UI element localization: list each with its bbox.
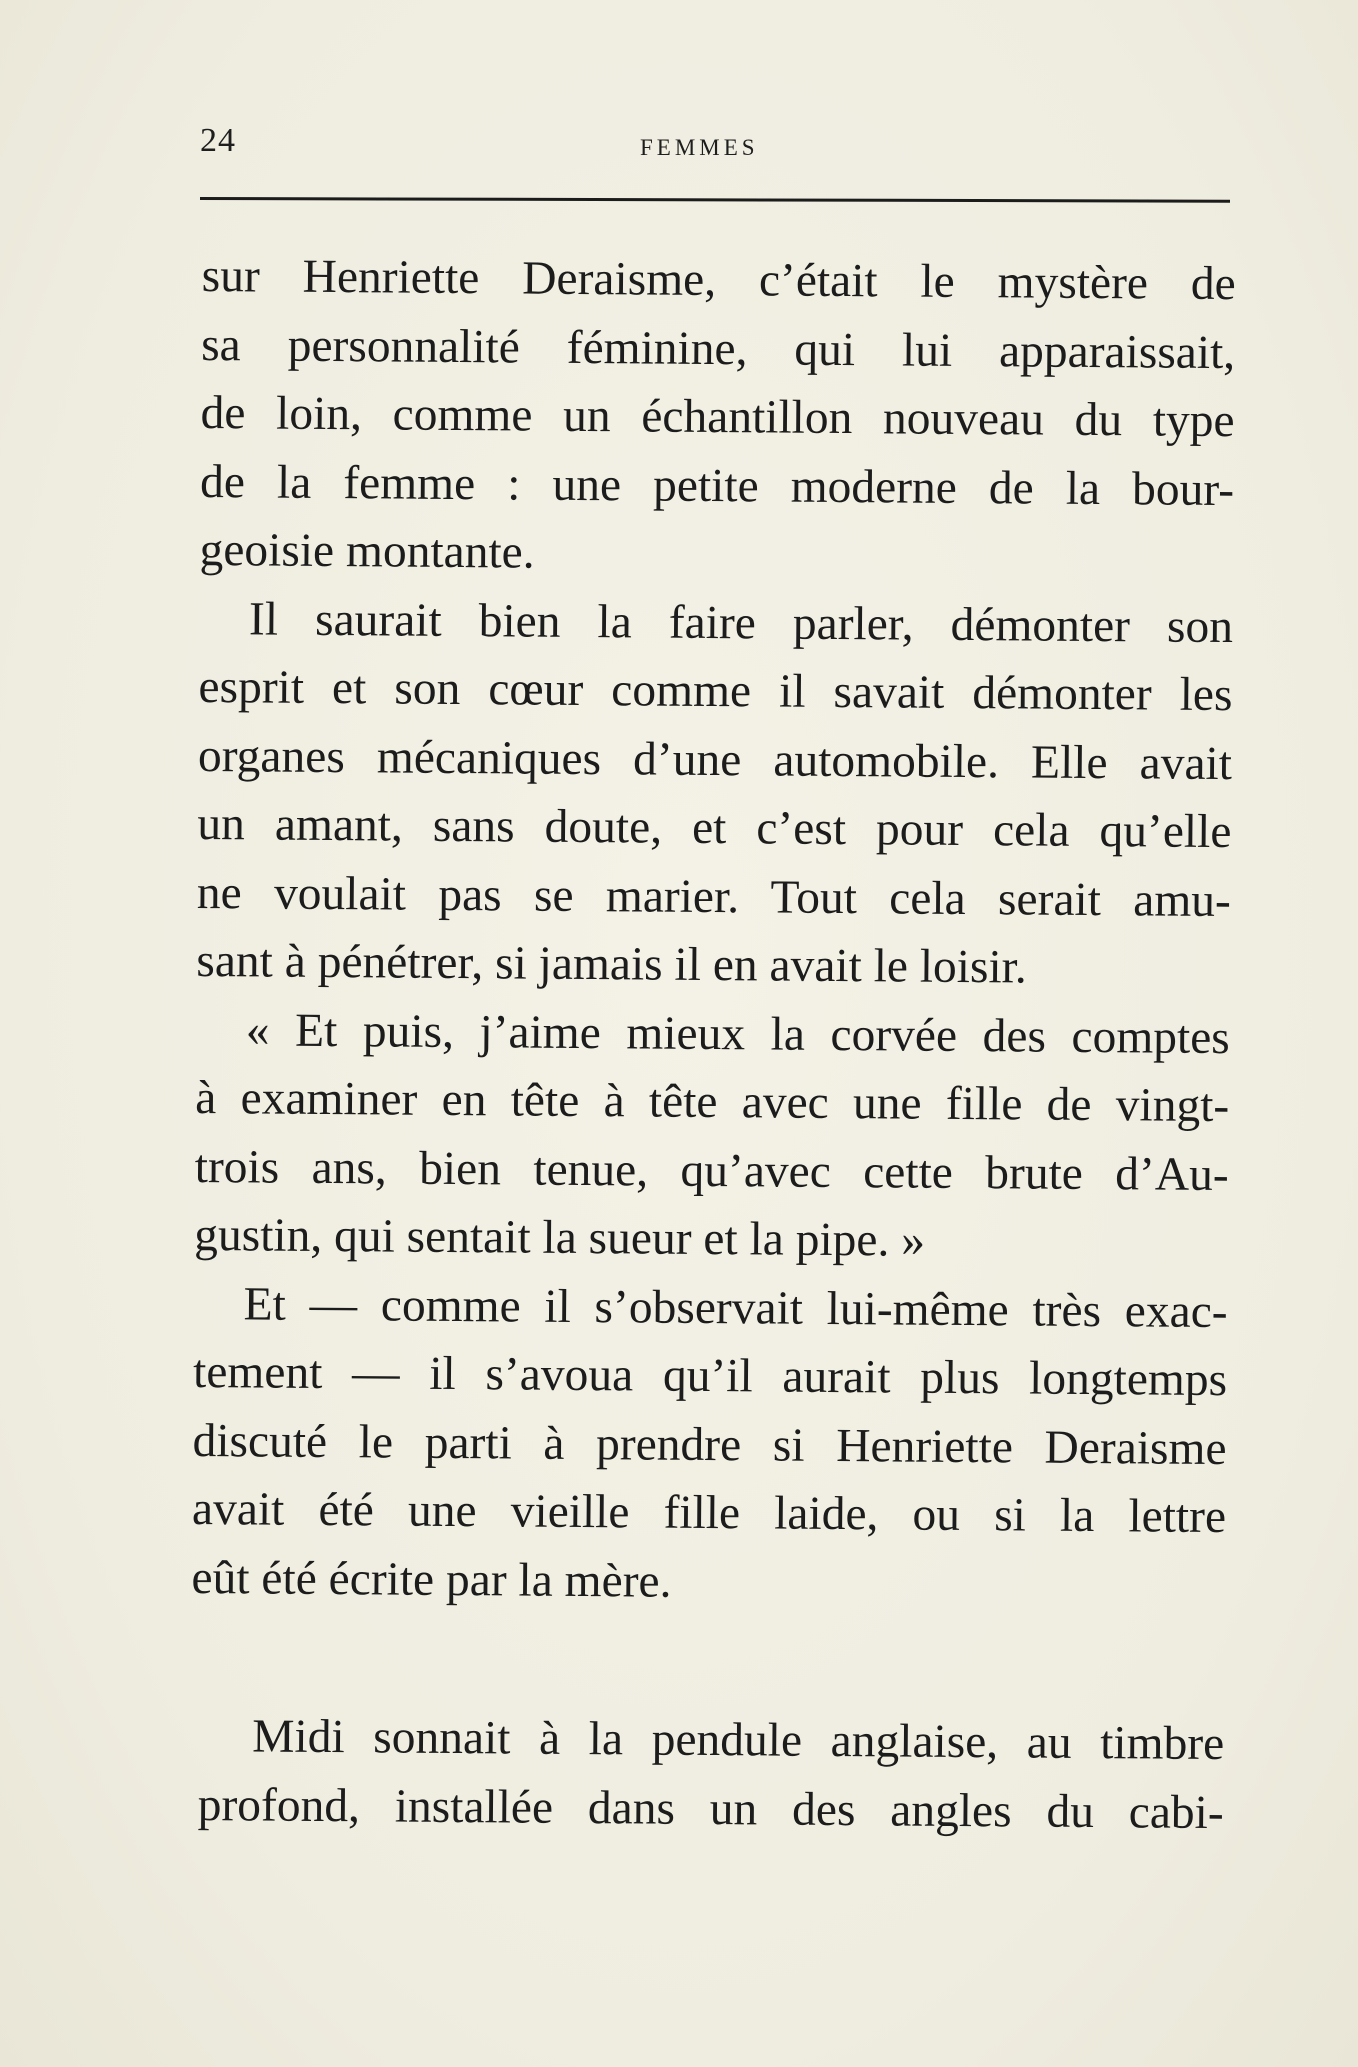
paragraph-3 — [194, 995, 1230, 1277]
page-number: 24 — [200, 122, 236, 159]
text-line: de loin, comme un échantillon nouveau du type — [200, 386, 1235, 448]
text-line: esprit et son cœur comme il savait démonter les — [198, 660, 1233, 722]
text-line: Il saurait bien la faire parler, démonter son — [248, 592, 1234, 653]
paragraph-4 — [191, 1269, 1228, 1620]
text-line: sa personnalité féminine, qui lui apparaissait, — [200, 318, 1236, 379]
text-line: tement — il s’avoua qu’il aurait plus longtemps — [192, 1345, 1228, 1407]
text-line: un amant, sans doute, et c’est pour cela qu’elle — [197, 797, 1232, 859]
text-line: discuté le parti à prendre si Henriette Deraisme — [192, 1414, 1227, 1475]
text-line: Et — comme il s’observait lui-même très exac- — [243, 1277, 1228, 1338]
header-rule — [200, 197, 1230, 203]
text-line: profond, installée dans un des angles du cabi- — [197, 1778, 1224, 1839]
paragraph-5 — [189, 1702, 1224, 1847]
section-break — [191, 1612, 1226, 1710]
text-line: organes mécaniques d’une automobile. Elle avait — [197, 729, 1233, 790]
text-line: de la femme : une petite moderne de la bour- — [199, 455, 1235, 516]
text-line: Midi sonnait à la pendule anglaise, au timbre — [252, 1710, 1225, 1771]
text-line: eût été écrite par la mère. — [191, 1551, 672, 1608]
text-line: sant à pénétrer, si jamais il en avait le loisir. — [196, 934, 1027, 994]
text-line: « Et puis, j’aime mieux la corvée des comptes — [245, 1003, 1230, 1064]
text-line: à examiner en tête à tête avec une fille de vingt- — [195, 1071, 1230, 1133]
paragraph-2 — [196, 584, 1233, 1003]
running-title: FEMMES — [640, 135, 759, 160]
text-line: trois ans, bien tenue, qu’avec cette brute d’Au- — [194, 1140, 1229, 1201]
text-line: ne voulait pas se marier. Tout cela serait amu- — [196, 866, 1232, 927]
body-text — [189, 242, 1236, 1847]
paragraph-1 — [199, 242, 1236, 593]
text-line: sur Henriette Deraisme, c’était le mystère de — [201, 249, 1236, 311]
text-line: avait été une vieille fille laide, ou si la lettre — [191, 1482, 1227, 1544]
text-line: gustin, qui sentait la sueur et la pipe. » — [193, 1208, 926, 1267]
text-line: geoisie montante. — [199, 523, 535, 579]
